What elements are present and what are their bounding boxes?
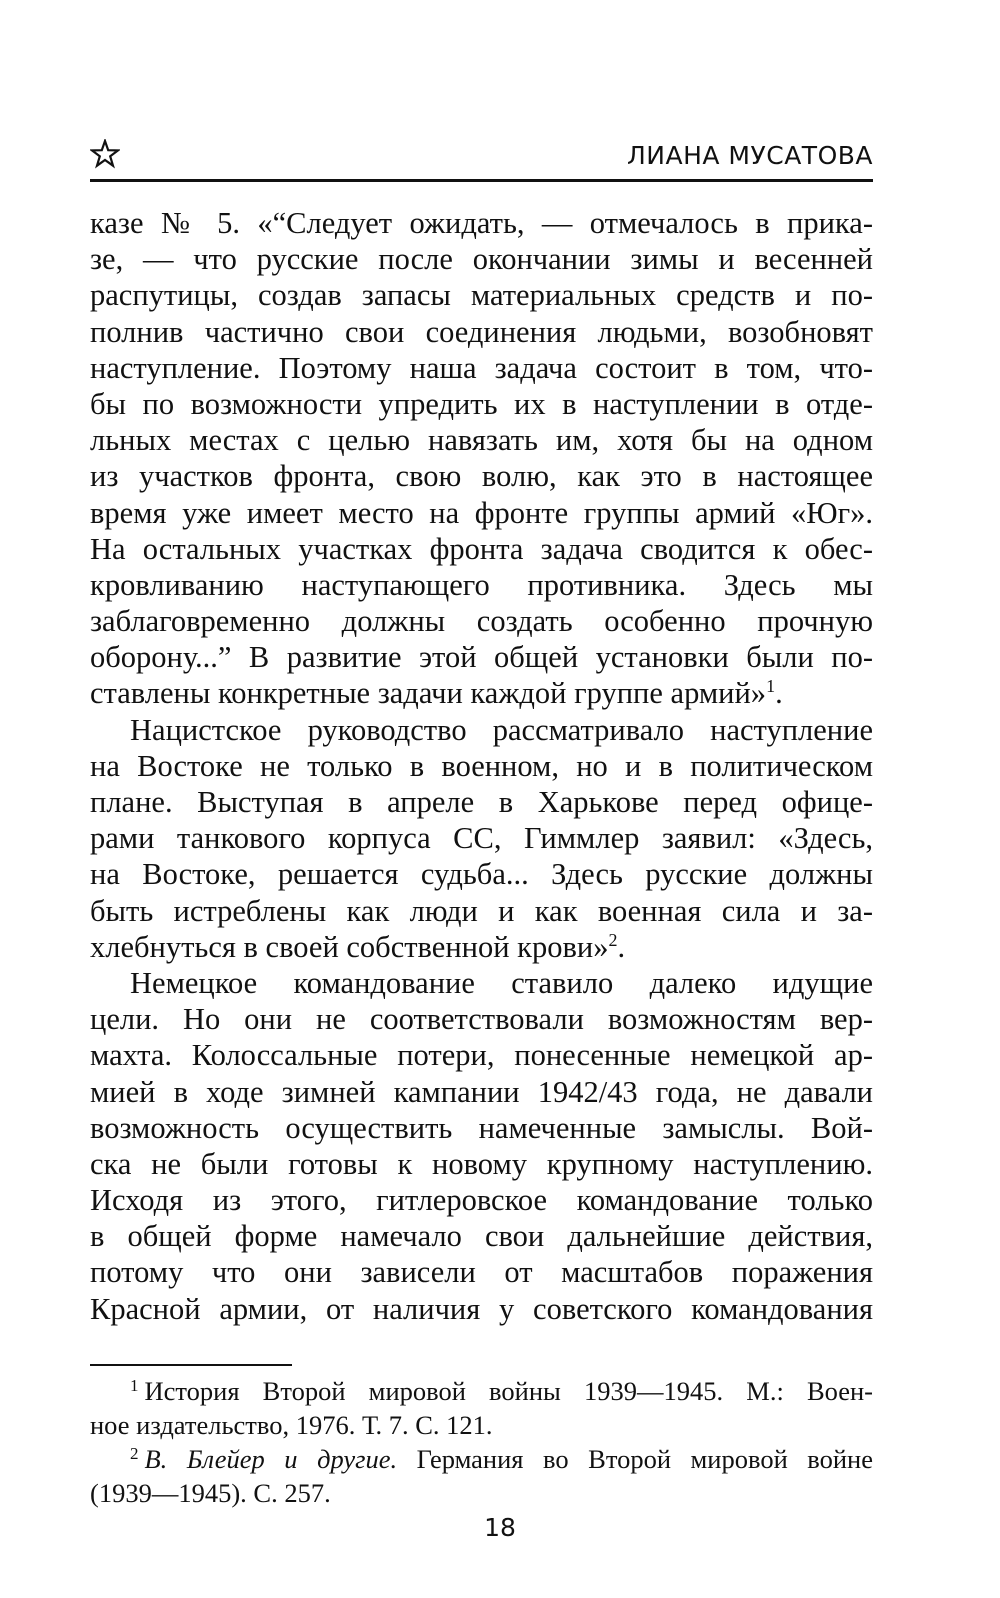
footnote-line: (1939—1945). С. 257.	[90, 1478, 331, 1508]
footnote-text: История Второй мировой войны 1939—1945. М.: Воен-	[144, 1376, 873, 1406]
text-line: льных местах с целью навязать им, хотя бы на одном	[90, 423, 873, 458]
star-outline-icon	[90, 139, 120, 169]
text-line: быть истреблены как люди и как военная сила и за-	[90, 893, 873, 928]
text-line-content: хлебнуться в своей собственной крови»	[90, 929, 609, 964]
text-line: на Востоке, решается судьба... Здесь русские должны	[90, 857, 873, 892]
running-header	[90, 135, 873, 182]
footnote-ref-2[interactable]: 2	[608, 929, 618, 950]
text-line: на Востоке не только в военном, но и в политическом	[90, 748, 873, 783]
text-line: Нацистское руководство рассматривало наступление	[130, 712, 873, 747]
text-line: распутицы, создав запасы материальных средств и по-	[90, 278, 873, 313]
paragraph-1	[90, 205, 873, 712]
footnote-number: 1	[130, 1376, 139, 1395]
text-line: казе № 5. «“Следует ожидать, — отмечалось в прика-	[90, 206, 873, 240]
text-line: махта. Колоссальные потери, понесенные немецкой ар-	[90, 1038, 873, 1073]
text-line: зе, — что русские после окончании зимы и весенней	[90, 242, 873, 277]
text-line: кровливанию наступающего противника. Здесь мы	[90, 567, 873, 602]
text-line: возможность осуществить намеченные замыслы. Вой-	[90, 1110, 873, 1145]
text-line: время уже имеет место на фронте группы армий «Юг».	[90, 495, 873, 530]
text-line: ставлены конкретные задачи каждой группе армий»$^1$.	[90, 676, 783, 711]
text-line: цели. Но они не соответствовали возможностям вер-	[90, 1002, 873, 1037]
text-line: Красной армии, от наличия у советского командования	[90, 1291, 873, 1326]
footnote-number: 2	[130, 1444, 139, 1463]
author-name: ЛИАНА МУСАТОВА	[626, 141, 873, 170]
text-line: хлебнуться в своей собственной крови»$^2$.	[90, 929, 626, 964]
text-line: На остальных участках фронта задача сводится к обес-	[90, 531, 873, 566]
text-line: ска не были готовы к новому крупному наступлению.	[90, 1146, 873, 1181]
footnote-2	[90, 1442, 873, 1510]
footnote-line: ное издательство, 1976. Т. 7. С. 121.	[90, 1410, 493, 1440]
text-line: мией в ходе зимней кампании 1942/43 года, не давали	[90, 1074, 873, 1109]
text-line: бы по возможности упредить их в наступлении в отде-	[90, 386, 873, 421]
text-line: Немецкое командование ставило далеко идущие	[130, 965, 873, 1000]
footnote-line	[90, 1442, 873, 1476]
text-line: Исходя из этого, гитлеровское командование только	[90, 1183, 873, 1218]
text-line: полнив частично свои соединения людьми, возобновят	[90, 314, 873, 349]
footnote-separator	[90, 1364, 292, 1366]
footnote-1	[90, 1374, 873, 1442]
footnote-ref-1[interactable]: 1	[766, 676, 776, 697]
page-number: 18	[484, 1513, 516, 1542]
text-line: плане. Выступая в апреле в Харькове перед офице-	[90, 785, 873, 819]
text-line: заблаговременно должны создать особенно прочную	[90, 604, 873, 639]
footnotes	[90, 1374, 873, 1510]
text-line: из участков фронта, свою волю, как это в настоящее	[90, 459, 873, 494]
text-line-content: ставлены конкретные задачи каждой группе армий»	[90, 676, 767, 711]
footnote-line	[90, 1374, 873, 1408]
text-line: потому что они зависели от масштабов поражения	[90, 1255, 873, 1290]
text-line: наступление. Поэтому наша задача состоит в том, что-	[90, 350, 873, 385]
text-line: рами танкового корпуса СС, Гиммлер заявил: «Здесь,	[90, 821, 873, 856]
text-line: оборону...” В развитие этой общей установки были по-	[90, 640, 873, 675]
footnote-text: Германия во Второй мировой войне	[397, 1444, 874, 1474]
main-text	[90, 205, 873, 1327]
text-line: в общей форме намечало свои дальнейшие действия,	[90, 1219, 873, 1254]
footnote-authors: В. Блейер и другие.	[144, 1444, 398, 1474]
paragraph-3	[90, 965, 873, 1327]
paragraph-2	[90, 712, 873, 965]
